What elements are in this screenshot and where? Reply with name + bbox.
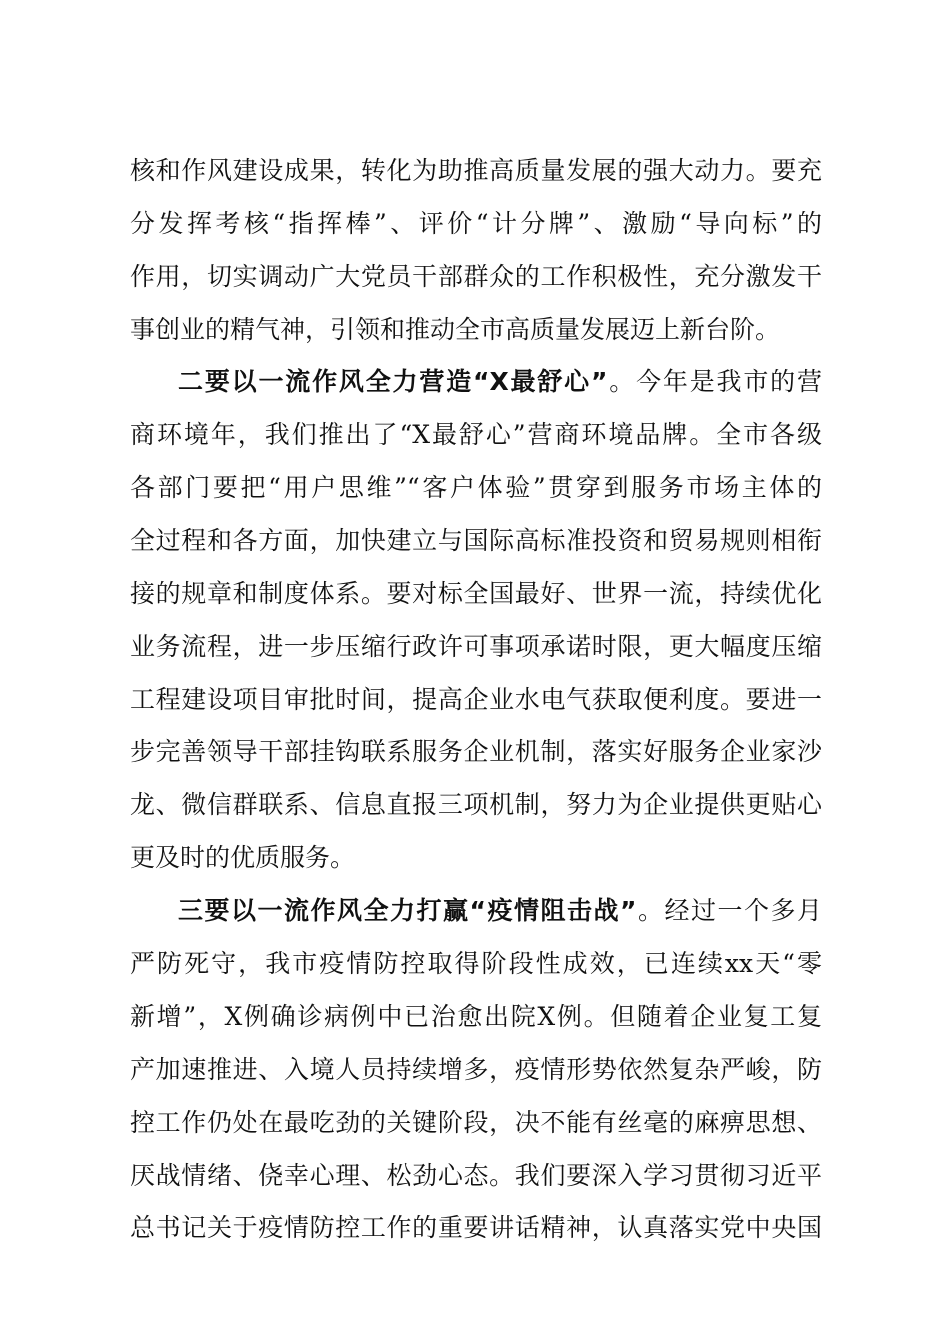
text-line: 更及时的优质服务。: [130, 843, 356, 872]
text-line: [178, 362, 822, 402]
paragraph-heading: 二要以一流作风全力营造“X最舒心”: [178, 367, 608, 396]
text-line: 步完善领导干部挂钩联系服务企业机制，落实好服务企业家沙: [130, 737, 822, 766]
text-line: 厌战情绪、侥幸心理、松劲心态。我们要深入学习贯彻习近平: [130, 1161, 822, 1190]
text-line: 作用，切实调动广大党员干部群众的工作积极性，充分激发干: [130, 262, 822, 291]
paragraph-heading: 三要以一流作风全力打赢“疫情阻击战”: [178, 896, 637, 925]
text-line: 事创业的精气神，引领和推动全市高质量发展迈上新台阶。: [130, 315, 781, 344]
text-line: 总书记关于疫情防控工作的重要讲话精神，认真落实党中央国: [130, 1213, 822, 1242]
text-line: 工程建设项目审批时间，提高企业水电气获取便利度。要进一: [130, 685, 822, 714]
text-line: 核和作风建设成果，转化为助推高质量发展的强大动力。要充: [130, 156, 822, 185]
text-line: 接的规章和制度体系。要对标全国最好、世界一流，持续优化: [130, 579, 822, 608]
text-line: 全过程和各方面，加快建立与国际高标准投资和贸易规则相衔: [130, 526, 822, 555]
text-line: 龙、微信群联系、信息直报三项机制，努力为企业提供更贴心: [130, 790, 822, 819]
text-line: 控工作仍处在最吃劲的关键阶段，决不能有丝毫的麻痹思想、: [130, 1108, 822, 1137]
text-line: 商环境年，我们推出了“X最舒心”营商环境品牌。全市各级: [130, 420, 822, 449]
text-line: 新增”，X例确诊病例中已治愈出院X例。但随着企业复工复: [130, 1002, 822, 1031]
text-run: 。今年是我市的营: [607, 367, 822, 396]
text-line: 业务流程，进一步压缩行政许可事项承诺时限，更大幅度压缩: [130, 632, 822, 661]
text-line: [178, 891, 822, 931]
text-line: 各部门要把“用户思维”“客户体验”贯穿到服务市场主体的: [130, 473, 822, 502]
text-line: 严防死守，我市疫情防控取得阶段性成效，已连续xx天“零: [130, 949, 822, 978]
text-line: 分发挥考核“指挥棒”、评价“计分牌”、激励“导向标”的: [130, 209, 822, 238]
text-line: 产加速推进、入境人员持续增多，疫情形势依然复杂严峻，防: [130, 1055, 822, 1084]
text-run: 。经过一个多月: [636, 896, 822, 925]
